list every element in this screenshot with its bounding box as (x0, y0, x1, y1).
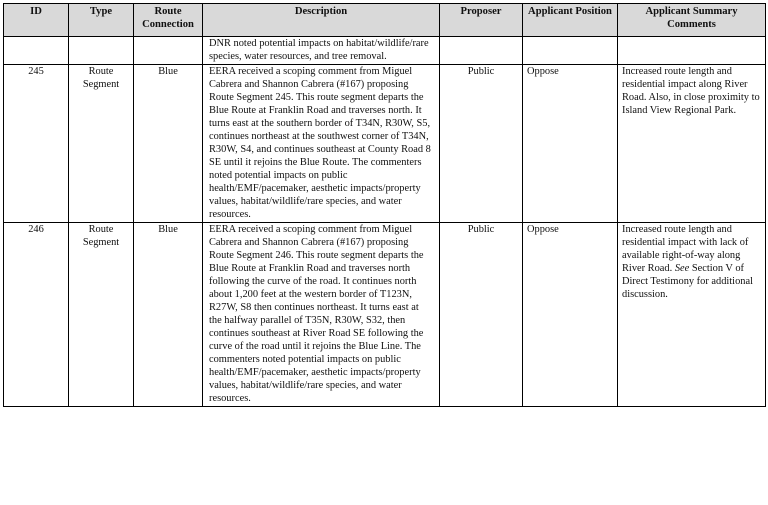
cell-proposer: Public (440, 223, 523, 407)
cell-summary-comments (618, 37, 766, 65)
cell-description: EERA received a scoping comment from Miguel Cabrera and Shannon Cabrera (#167) proposing Route Segment 246. This route segment departs the Blue Route at Franklin Road and traverses north following the curve of the road. It continues north about 1,200 feet at the western border of T123N, R27W, S8 then continues northeast. It turns east at the halfway parallel of T35N, R30W, S32, then continues southeast at River Road SE following the curve of the road until it rejoins the Blue Line. The commenters noted potential impacts on public health/EMF/pacemaker, aesthetic impacts/property values, habitat/wildlife/rare species, and water resources. (203, 223, 440, 407)
cell-applicant-position (523, 37, 618, 65)
cell-type: Route Segment (69, 223, 134, 407)
see-reference: See (674, 263, 690, 274)
cell-id: 245 (4, 65, 69, 223)
cell-description: EERA received a scoping comment from Miguel Cabrera and Shannon Cabrera (#167) proposing Route Segment 245. This route segment departs the Blue Route at Franklin Road and traverses north. It turns east at the southern border of T34N, R30W, S5, continues northeast at the southwest corner of T34N, R30W, S4, and continues southeast at County Road 8 SE until it rejoins the Blue Route. The commenters noted potential impacts on public health/EMF/pacemaker, aesthetic impacts/property values, habitat/wildlife/rare species, and water resources. (203, 65, 440, 223)
header-applicant-summary-comments: Applicant Summary Comments (618, 4, 766, 37)
cell-type: Route Segment (69, 65, 134, 223)
cell-route-connection (134, 37, 203, 65)
cell-applicant-position: Oppose (523, 223, 618, 407)
cell-id: 246 (4, 223, 69, 407)
cell-route-connection: Blue (134, 223, 203, 407)
cell-proposer: Public (440, 65, 523, 223)
table-row (4, 223, 766, 407)
cell-route-connection: Blue (134, 65, 203, 223)
table-header-row (4, 4, 766, 37)
header-route-connection: Route Connection (134, 4, 203, 37)
cell-summary-comments (618, 223, 766, 407)
cell-id (4, 37, 69, 65)
cell-applicant-position: Oppose (523, 65, 618, 223)
header-applicant-position: Applicant Position (523, 4, 618, 37)
route-segments-table (3, 3, 766, 407)
cell-summary-comments: Increased route length and residential impact along River Road. Also, in close proximity to Island View Regional Park. (618, 65, 766, 223)
header-type: Type (69, 4, 134, 37)
cell-proposer (440, 37, 523, 65)
header-id: ID (4, 4, 69, 37)
cell-description: DNR noted potential impacts on habitat/wildlife/rare species, water resources, and tree removal. (203, 37, 440, 65)
header-description: Description (203, 4, 440, 37)
summary-comments-text: Increased route length and residential impact with lack of available right-of-way along River Road. (622, 224, 749, 274)
header-proposer: Proposer (440, 4, 523, 37)
summary-comments-text: Section V of Direct Testimony for additional discussion. (622, 263, 753, 300)
table-row (4, 37, 766, 65)
table-row (4, 65, 766, 223)
cell-type (69, 37, 134, 65)
